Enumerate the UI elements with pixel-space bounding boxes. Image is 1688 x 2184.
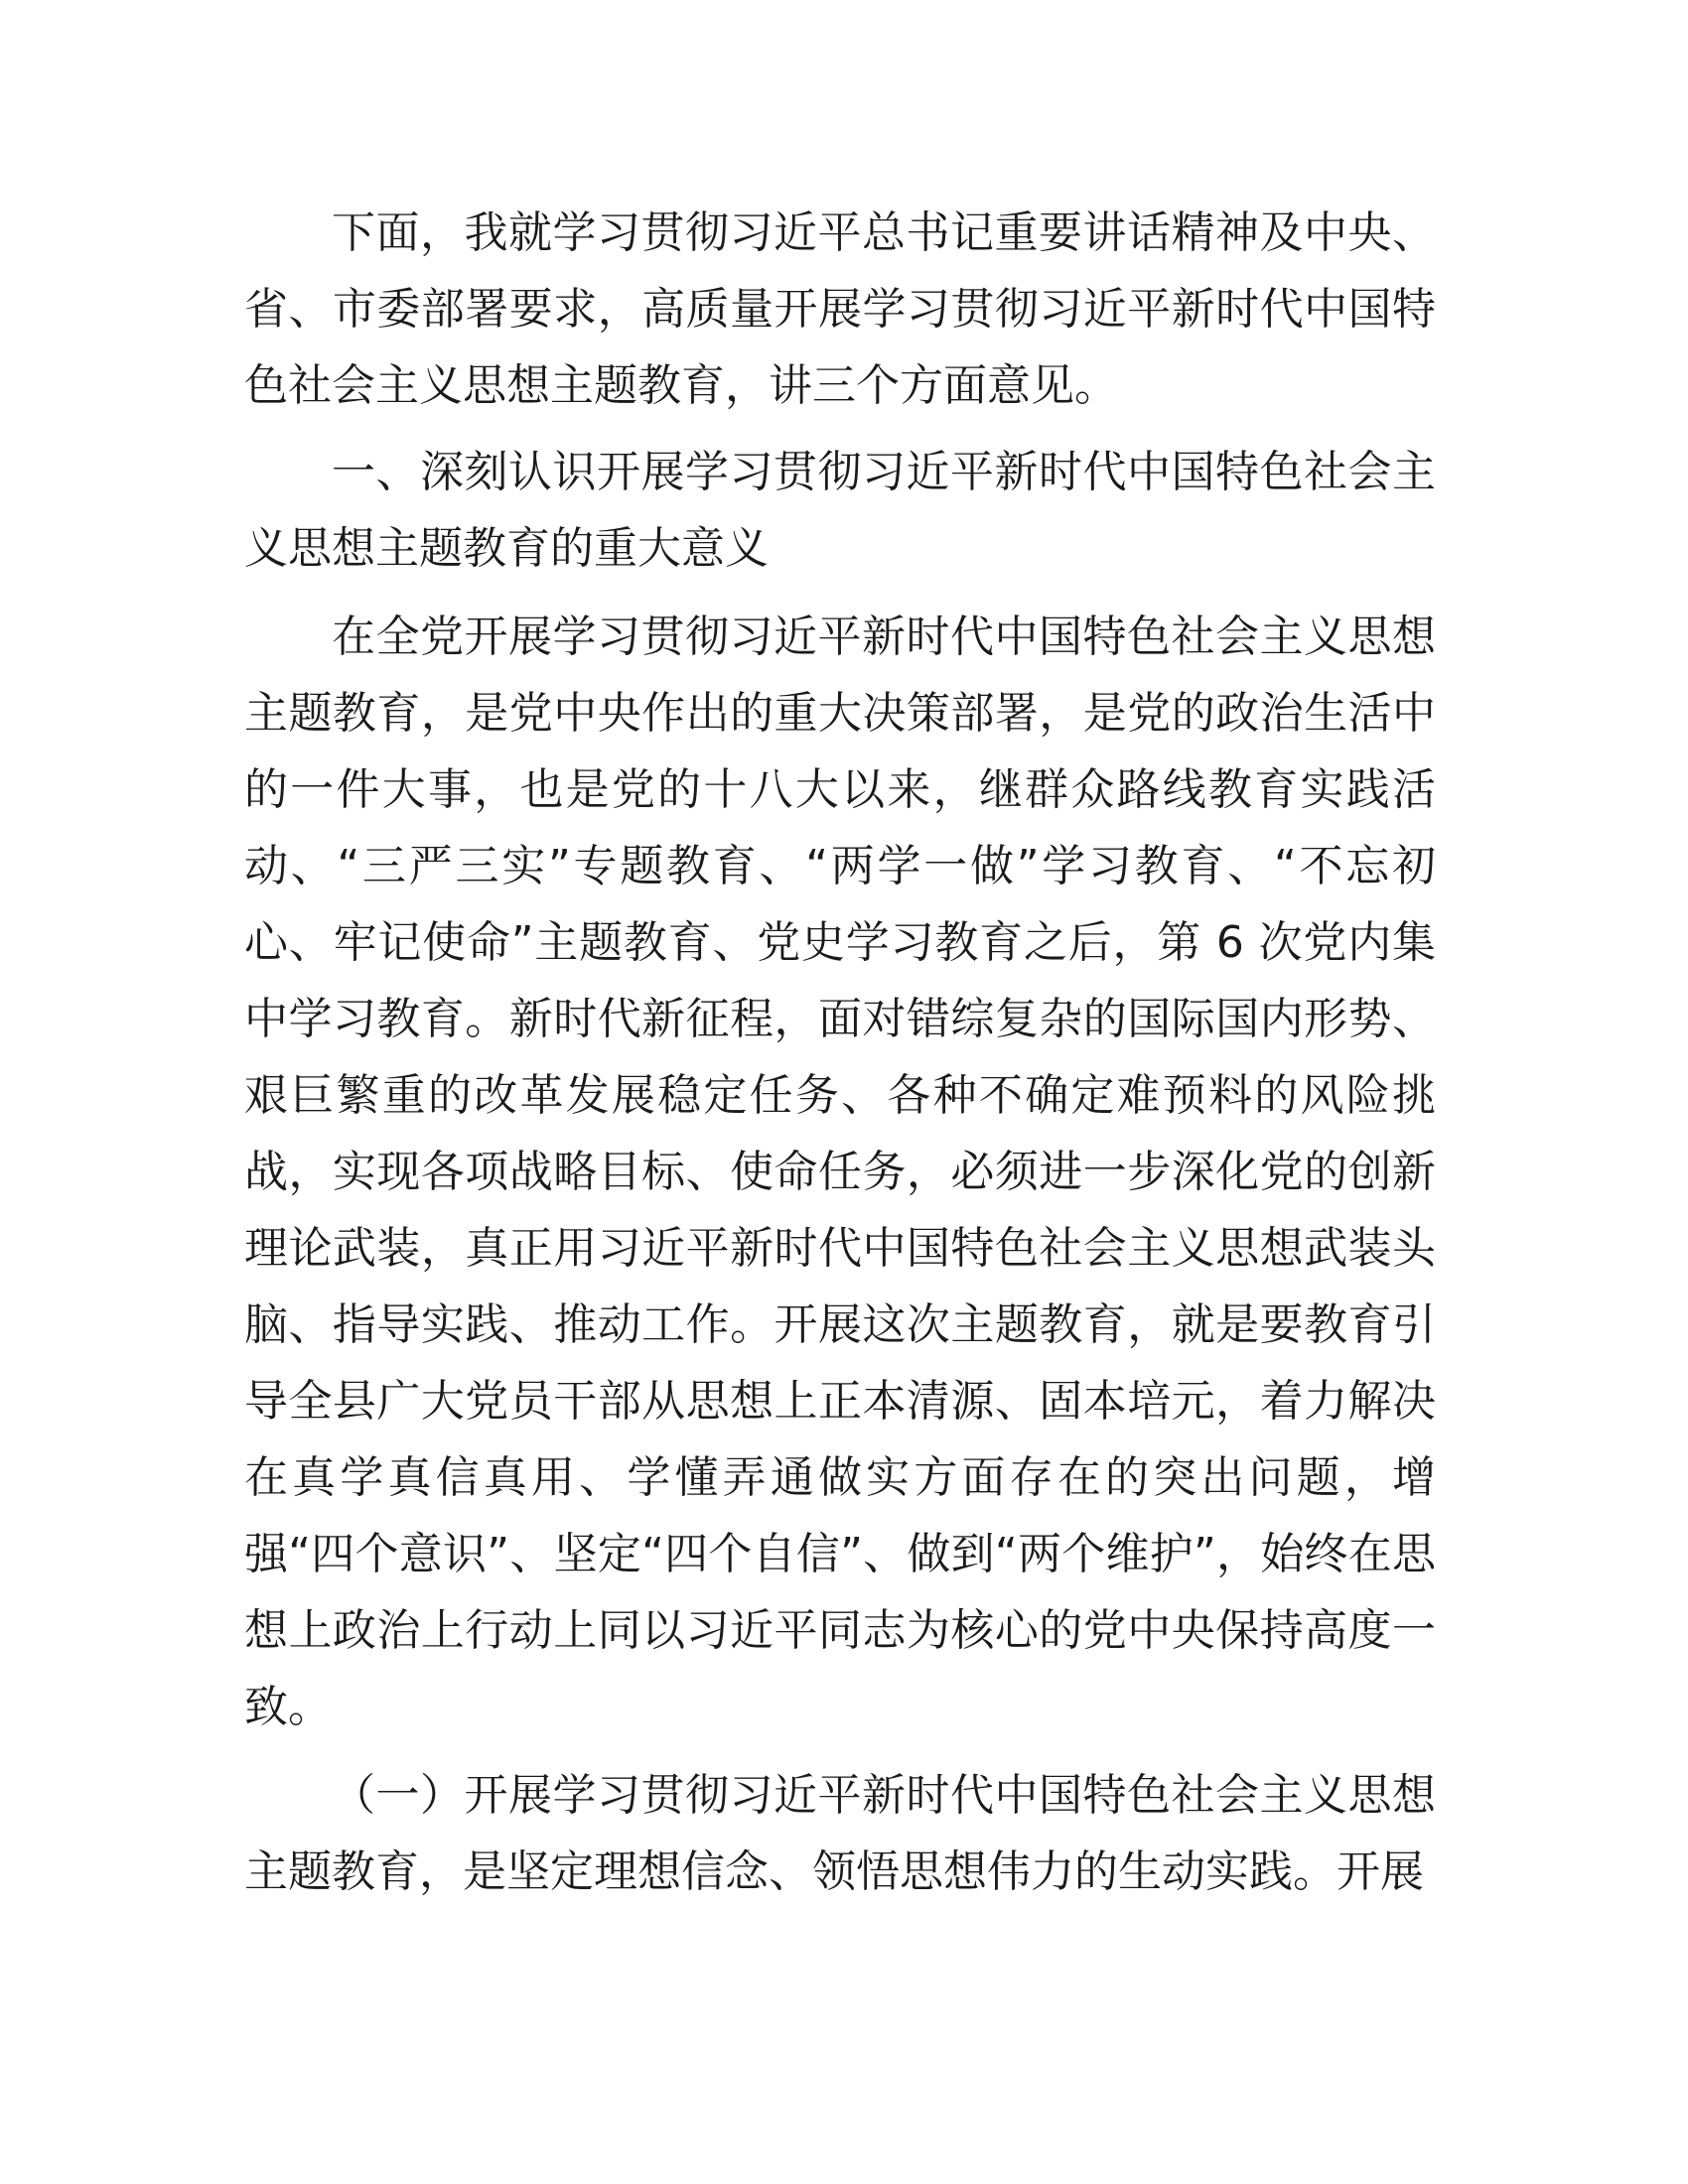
intro-paragraph: 下面，我就学习贯彻习近平总书记重要讲话精神及中央、省、市委部署要求，高质量开展学习贯彻习近平新时代中国特色社会主义思想主题教育，讲三个方面意见。 <box>244 207 1436 411</box>
subsection-paragraph: （一）开展学习贯彻习近平新时代中国特色社会主义思想主题教育，是坚定理想信念、领悟思想伟力的生动实践。开展 <box>244 1770 1436 1897</box>
section-heading: 一、深刻认识开展学习贯彻习近平新时代中国特色社会主义思想主题教育的重大意义 <box>244 447 1436 574</box>
body-paragraph: 在全党开展学习贯彻习近平新时代中国特色社会主义思想主题教育，是党中央作出的重大决策部署，是党的政治生活中的一件大事，也是党的十八大以来，继群众路线教育实践活动、“三严三实”专题教育、“两学一做”学习教育、“不忘初心、牢记使命”主题教育、党史学习教育之后，第 6 次党内集中学习教育。新时代新征程，面对错综复杂的国际国内形势、艰巨繁重的改革发展稳定任务、各种不确定难预料的风险挑战，实现各项战略目标、使命任务，必须进一步深化党的创新理论武装，真正用习近平新时代中国特色社会主义思想武装头脑、指导实践、推动工作。开展这次主题教育，就是要教育引导全县广大党员干部从思想上正本清源、固本培元，着力解决在真学真信真用、学懂弄通做实方面存在的突出问题，增强“四个意识”、坚定“四个自信”、做到“两个维护”，始终在思想上政治上行动上同以习近平同志为核心的党中央保持高度一致。 <box>244 612 1436 1732</box>
document-body <box>244 195 1436 1910</box>
